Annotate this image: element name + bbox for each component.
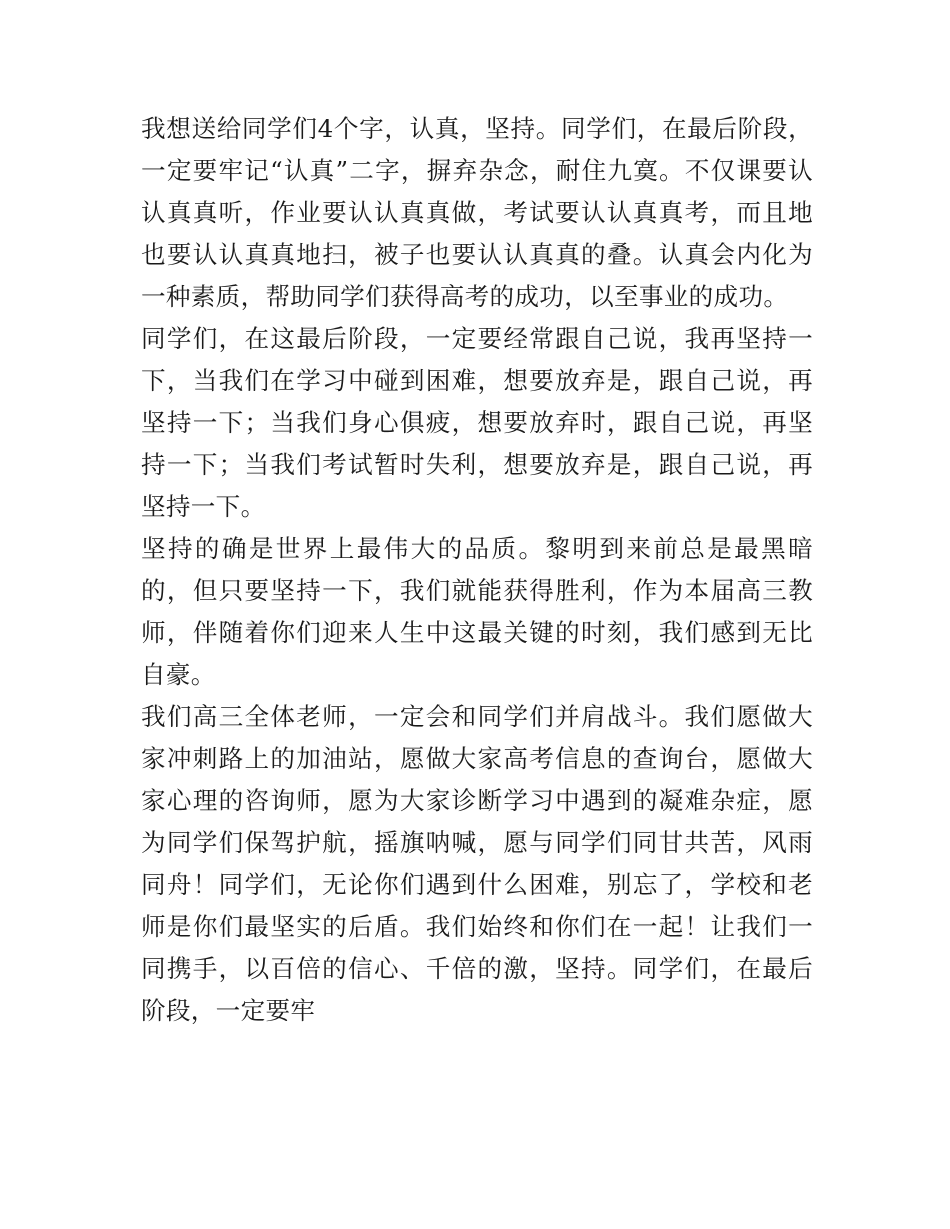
document-body bbox=[141, 108, 813, 1032]
paragraph-3: 坚持的确是世界上最伟大的品质。黎明到来前总是最黑暗的，但只要坚持一下，我们就能获得胜利，作为本届高三教师，伴随着你们迎来人生中这最关键的时刻，我们感到无比自豪。 bbox=[141, 534, 813, 689]
paragraph-1: 我想送给同学们4个字，认真，坚持。同学们，在最后阶段，一定要牢记“认真”二字，摒弃杂念，耐住九寞。不仅课要认认真真听，作业要认认真真做，考试要认认真真考，而且地也要认认真真地扫，被子也要认认真真的叠。认真会内化为一种素质，帮助同学们获得高考的成功，以至事业的成功。 bbox=[141, 114, 813, 311]
paragraph-2: 同学们，在这最后阶段，一定要经常跟自己说，我再坚持一下，当我们在学习中碰到困难，想要放弃是，跟自己说，再坚持一下；当我们身心俱疲，想要放弃时，跟自己说，再坚持一下；当我们考试暂时失利，想要放弃是，跟自己说，再坚持一下。 bbox=[141, 324, 813, 521]
paragraph-4: 我们高三全体老师，一定会和同学们并肩战斗。我们愿做大家冲刺路上的加油站，愿做大家高考信息的查询台，愿做大家心理的咨询师，愿为大家诊断学习中遇到的凝难杂症，愿为同学们保驾护航，摇旗呐喊，愿与同学们同甘共苦，风雨同舟！同学们，无论你们遇到什么困难，别忘了，学校和老师是你们最坚实的后盾。我们始终和你们在一起！让我们一同携手，以百倍的信心、千倍的激，坚持。同学们，在最后阶段，一定要牢 bbox=[141, 702, 813, 1025]
